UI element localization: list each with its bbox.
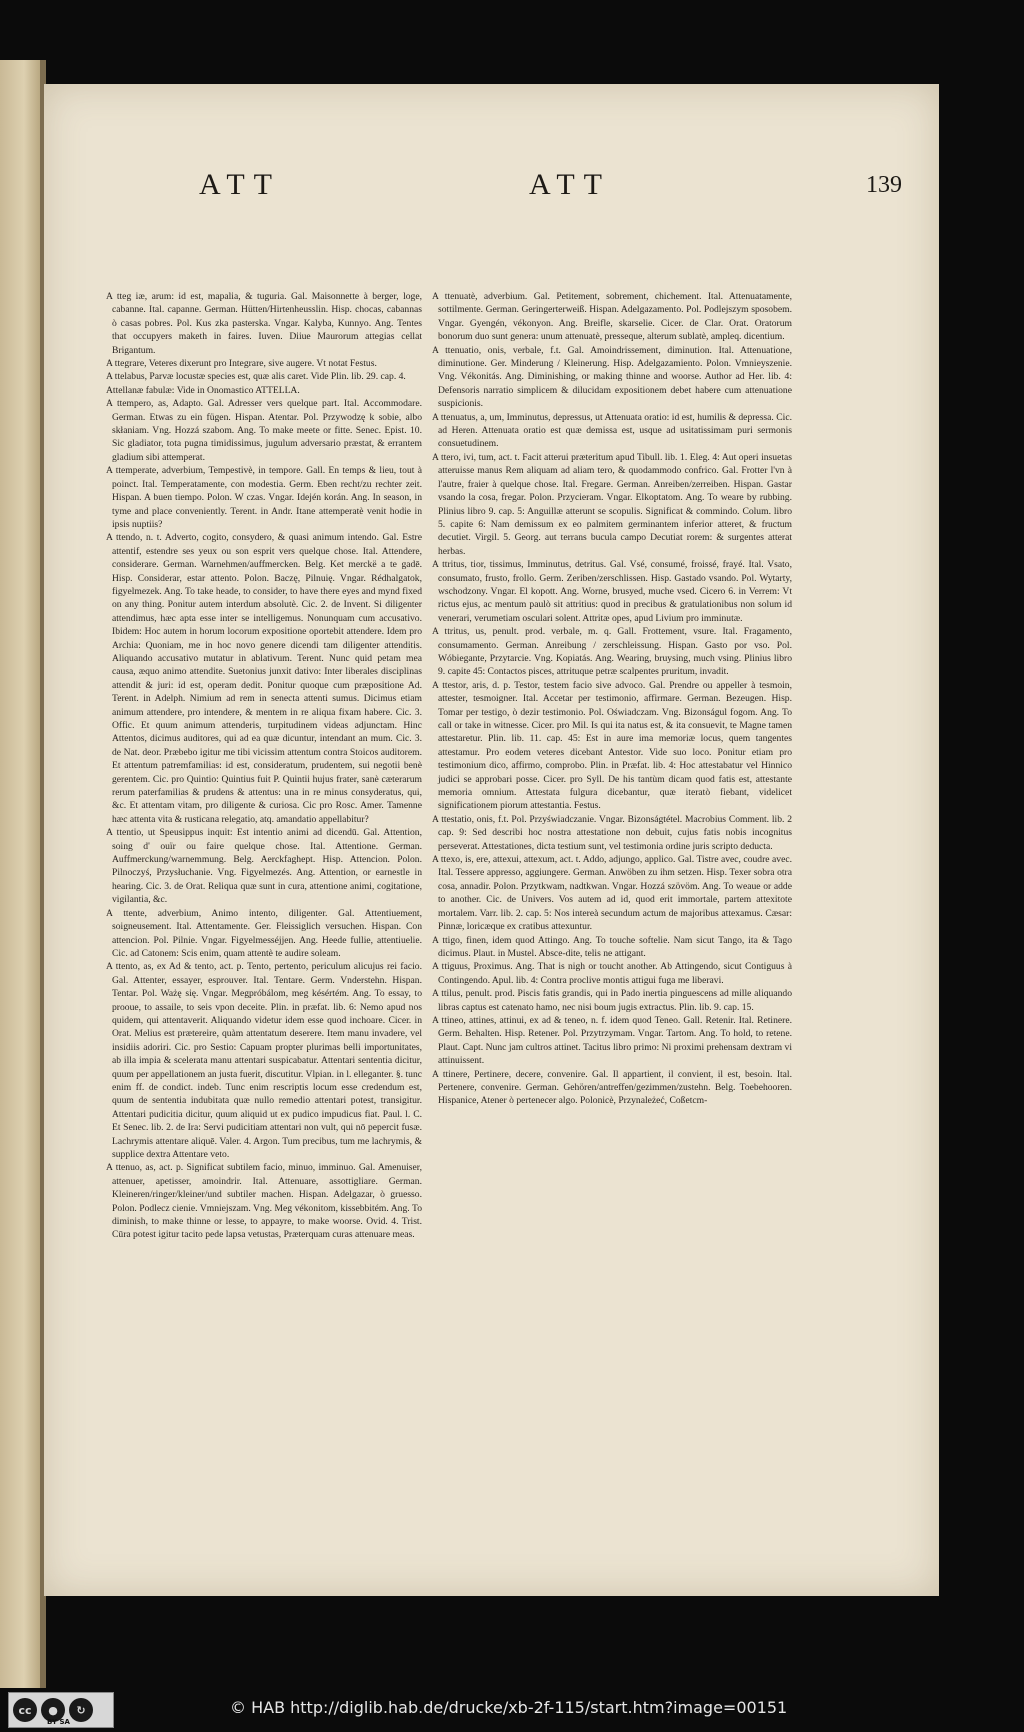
dictionary-entry: A ttelabus, Parvæ locustæ species est, quæ alis caret. Vide Plin. lib. 29. cap. 4. (106, 371, 406, 383)
source-url[interactable]: © HAB http://diglib.hab.de/drucke/xb-2f-115/start.htm?image=00151 (230, 1698, 788, 1717)
dictionary-entry: A ttento, as, ex Ad & tento, act. p. Tento, pertento, periculum alicujus rei facio. Gal. Attenter, essayer, esprouver. Ital. Tentare. Germ. Vnderstehn. Hispan. Tentar. Pol. Ważę się. Vngar. Megpróbálom, meg késértém. Ang. To essay, to prooue, to assaile, to seis vpon deceite. Plin. in præfat. lib. 6: Nemo apud nos quidem, qui attentaverit. Aliquando videtur idem esse quod inchoare. Cicer. in Orat. Melius est prætereire, quàm attentatum deserere. Item manu invadere, vel insidiis adoriri. Cic. pro Sestio: Capuam propter plurimas belli importunitates, ab illa impia & scelerata manu attentari suspicabatur. Attentari sententia dicitur, quum per appellationem an justa fuerit, discutitur. Vlpian. in l. elleganter. §. tunc enim ff. de condict. indeb. Tunc enim rescriptis locum esse credendum est, quum de sententia indubitata quæ nullo remedio attentari potest, transigitur. Attentari pudicitia dicitur, quum aliquid ut ex pudico impudicus fiat. Paul. l. C. Et Senec. lib. 2. de Ira: Servi pudicitiam attentari non vult, qui nō pepercit fusæ. Lachrymis attentare aliquē. Valer. 4. Argon. Tum precibus, tum me lachrymis, & supplice dextra Attentare veto. (106, 961, 422, 1160)
dictionary-entry: A ttinere, Pertinere, decere, convenire. Gal. Il appartient, il convient, il est, besoin. Ital. Pertenere, convenire. German. Gehören/antreffen/gezimmen/zustehn. Belg. Toebehooren. Hispanice, Atener ò pertenecer algo. Polonicè, Przynależeć, Coßetcm- (432, 1068, 792, 1107)
dictionary-entry: A ttilus, penult. prod. Piscis fatis grandis, qui in Pado inertia pinguescens ad mille aliquando libras captus est catenato hamo, nec nisi boum jugis extractus. Plin. lib. 9. cap. 15. (432, 988, 792, 1013)
dictionary-entry: A ttenuo, as, act. p. Significat subtilem facio, minuo, imminuo. Gal. Amenuiser, attenuer, apetisser, amoindrir. Ital. Attenuare, assottigliare. German. Kleineren/ringer/kleiner/und subtiler machen. Hispan. Adelgazar, ò gruesso. Polon. Podlecz cienie. Vmniejszam. Vng. Meg vékonitom, kissebbitém. Ang. To diminish, to make thinne or lesse, to appayre, to make woorse. Ovid. 4. Trist. Cūra potest igitur tacito pede lapsa vetustas, Præterquam curas attenuare meas. (106, 1162, 422, 1241)
dictionary-entry: A ttemperate, adverbium, Tempestivè, in tempore. Gall. En temps & lieu, tout à poinct. Ital. Temperatamente, con modestia. Germ. Eben recht/zu rechter zeit. Hispan. A buen tiempo. Polon. W czas. Vngar. Idején korán. Ang. In season, in tyme and place conveniently. Terent. in Andr. Itane attemperatè venit hodie in ipsis nuptiis? (106, 465, 422, 530)
running-head-right: ATT (529, 168, 611, 201)
license-label: BY SA (47, 1718, 70, 1726)
share-alike-icon: ↻ (69, 1698, 93, 1722)
left-text-column (106, 290, 422, 1242)
cc-license-badge[interactable] (8, 1692, 114, 1728)
dictionary-entry: A ttenuatè, adverbium. Gal. Petitement, sobrement, chichement. Ital. Attenuatamente, sottilmente. German. Geringerterweiß. Hispan. Adelgazamento. Pol. Podlejszym sposobem. Vngar. Gyengén, vékonyon. Ang. Breifle, skarselie. Cicer. de Clar. Orat. Oratorum bonorum duo sunt genera: unum attenuatè, presseque, alterum sublatè, ampleq. dicentium. (432, 291, 792, 343)
attribution-icon: ● (41, 1698, 65, 1722)
dictionary-entry: A ttenuatus, a, um, Imminutus, depressus, ut Attenuata oratio: id est, humilis & depressa. Cic. ad Heren. Attenuata oratio est quæ demissa est, usque ad usitatissimam puri sermonis consuetudinem. (432, 411, 792, 450)
book-page (44, 84, 939, 1596)
dictionary-entry: Attellanæ fabulæ: Vide in Onomastico ATTELLA. (106, 384, 300, 396)
dictionary-entry: A ttigo, finen, idem quod Attingo. Ang. To touche softelie. Nam sicut Tango, ita & Tago dicimus. Plaut. in Mustel. Absce-dite, telis ne attigant. (432, 934, 792, 959)
dictionary-entry: A ttritus, tior, tissimus, Imminutus, detritus. Gal. Vsé, consumé, froissé, frayé. Ital. Vsato, consumato, frusto, frollo. Germ. Zeriben/zerschlissen. Hisp. Gastado vsando. Pol. Wytarty, wschodzony. Vngar. El kopott. Ang. Worne, brusyed, muche vsed. Cicero 6. in Verrem: Vt rictus ejus, ac mentum paulò sit attritius: quod in precibus & gratulationibus non solum id venerari, verumetiam osculari solent. Attritæ opes, apud Livium pro imminutæ. (432, 559, 792, 624)
dictionary-entry: A ttiguus, Proximus. Ang. That is nigh or toucht another. Ab Attingendo, sicut Contiguus à Contingendo. Apul. lib. 4: Contra proclive montis attigui fuga me liberavi. (432, 961, 792, 986)
dictionary-entry: A ttentio, ut Speusippus inquit: Est intentio animi ad dicendū. Gal. Attention, soing d' ouïr ou faire quelque chose. Ital. Attentione. German. Auffmerckung/warnemmung. Belg. Aerckfaghept. Hisp. Attencion. Polon. Pilnoczyś, Przysłuchanie. Vng. Figyelmezés. Ang. Attention, or earnestle in hearing. Cic. 3. de Orat. Reliqua quæ sunt in cura, attentione animi, cogitatione, vigilantia, &c. (106, 827, 422, 906)
adjacent-page-edge (0, 60, 40, 1700)
dictionary-entry: A ttritus, us, penult. prod. verbale, m. q. Gall. Frottement, vsure. Ital. Fragamento, consumamento. German. Anreibung / zerschleissung. Hispan. Gasto por vso. Pol. Wóbiegante, Przytarcie. Vng. Kopiatás. Ang. Wearing, bruysing, much vsing. Plinius libro 9. capite 45: Contactos pisces, attrituque petræ scalpentes pruritum, invadit. (432, 626, 792, 678)
dictionary-entry: A ttero, ivi, tum, act. t. Facit atterui præteritum apud Tibull. lib. 1. Eleg. 4: Aut operi insuetas atteruisse manus Rem aliquam ad aliam tero, & quodammodo confrico. Gal. Frotter l'vn à l'autre, fraier à quelque chose. Ital. Fregare. German. Anreiben/zerreiben. Hispan. Gastar vsando la cosa, fregar. Polon. Przycieram. Vngar. Elkoptatom. Ang. To weare by rubbing. Plinius libro 9. cap. 5: Anguillæ atterunt se scopulis. Significat & commindo. Colum. libro 5. capite 6: Nam demissum ex eo palmitem germinantem inferior atteret, & fructum decutiet. Virgil. 5. Georg. aut terrans bucula campo Decutiat rorem: & surgentes atterat herbas. (432, 451, 792, 557)
dictionary-entry: A ttegrare, Veteres dixerunt pro Integrare, sive augere. Vt notat Festus. (106, 358, 377, 370)
running-head-left: ATT (199, 168, 281, 201)
viewer-footer (0, 1688, 1024, 1732)
dictionary-entry: A ttempero, as, Adapto. Gal. Adresser vers quelque part. Ital. Accommodare. German. Etwas zu ein fügen. Hispan. Atentar. Pol. Przywodzę k sobie, albo skłaniam. Vng. Hozzá szabom. Ang. To make meete or fitte. Senec. Epist. 10. Sic gladiator, tota pugna timidissimus, jugulum adversario præstat, & errantem gladium sibi attemperat. (106, 398, 422, 463)
dictionary-entry: A tteg iæ, arum: id est, mapalia, & tuguria. Gal. Maisonnette à berger, loge, cabanne. Ital. capanne. German. Hütten/Hirtenheusslin. Hisp. chocas, cabannas ò casas pobres. Pol. Kus zka pasterska. Vngar. Kalyba, Kunnyo. Ang. Tentes that occupyers maketh in faires. Iuven. Diiue Maurorum attegias cellat Brigantum. (106, 291, 422, 356)
dictionary-entry: A ttente, adverbium, Animo intento, diligenter. Gal. Attentiuement, soigneusement. Ital. Attentamente. Ger. Fleissiglich versuchen. Hispan. Con attencion. Pol. Pilnie. Vngar. Figyelmesséjjen. Ang. Heede fullie, attentiuelie. Cic. ad Catonem: Scis enim, quam attentè te audire soleam. (106, 907, 422, 959)
dictionary-entry: A ttexo, is, ere, attexui, attexum, act. t. Addo, adjungo, applico. Gal. Tistre avec, coudre avec. Ital. Tessere appresso, aggiungere. German. Anwöben zu ihm setzen. Hisp. Texer sobra otra cosa, annadir. Polon. Przytkwam, nadtkwan. Vngar. Hozzá szövöm. Ang. To weaue or adde to another. Cic. de Univers. Vos autem ad id, quod erit immortale, partem attexitote mortalem. Varr. lib. 2. cap. 5: Nos intereà secundum actum de majoribus attexamus. Cæsar: Pinnæ, loricæque ex cratibus attexuntur. (432, 854, 792, 933)
creative-commons-icon: cc (13, 1698, 37, 1722)
dictionary-entry: A ttenuatio, onis, verbale, f.t. Gal. Amoindrissement, diminution. Ital. Attenuatione, diminutione. Ger. Minderung / Kleinerung. Hisp. Adelgazamiento. Polon. Vmnieyszenie. Vng. Vékonitás. Ang. Diminishing, or making thinne and woorse. Author ad Her. lib. 4: Defensoris narratio simplicem & dilucidam expositionem debet habere cum attenuatione suspicionis. (432, 344, 792, 410)
dictionary-entry: A ttineo, attines, attinui, ex ad & teneo, n. f. idem quod Teneo. Gall. Retenir. Ital. Retinere. Germ. Behalten. Hisp. Retener. Pol. Przytrzymam. Vngar. Tartom. Ang. To hold, to retene. Plaut. Capt. Nunc jam cultros attinet. Tacitus libro primo: Ni proximi prehensam dextram vi attinuissent. (432, 1014, 792, 1067)
right-text-column (432, 290, 792, 1108)
page-number: 139 (866, 172, 902, 198)
dictionary-entry: A ttestatio, onis, f.t. Pol. Przyświadczanie. Vngar. Bizonságtétel. Macrobius Comment. lib. 2 cap. 9: Sed describi hoc nostra attestatione non debuit, cujus fatis nobis incognitus perseverat. Attestationes, dicta testium sunt, vel testimonia ordine juris scripto deducta. (432, 813, 792, 852)
dictionary-entry: A ttendo, n. t. Adverto, cogito, consydero, & quasi animum intendo. Gal. Estre attentif, estendre ses yeux ou son esprit vers quelque chose. Ital. Attendere, considerare. German. Warnehmen/auffmercken. Belg. Ket merckë a te gadē. Hisp. Considerar, estar attento. Polon. Baczę, Pilnuię. Vngar. Rédhalgatok, figyelmezek. Ang. To take heade, to consider, to have there eyes and mynd fixed on any thing. Ponitur autem interdum absolutè. Cic. 2. de Invent. Si diligenter attendimus, hæc apta esse inter se intelligemus. Nonunquam cum accusativo. Ibidem: Hoc autem in horum locorum expositione oportebit attendere. Idem pro Archia: Quoniam, me in hoc novo genere dicendi tam diligenter attenditis. Aliquando accusativo mutatur in ablativum. Terent. Nunc quid petam mea causa, æquo animo attendite. Suetonius junxit dativo: Inter liberales disciplinas attendit & juri: id est, operam dedit. Ponitur quoque cum præpositione Ad. Terent. in Adelph. Nimium ad rem in senecta attenti sumus. Dicimus etiam animum attendere, pro intendere, & mentem in re aliqua fixam habere. Cic. 3. Offic. Et quum animum attenderis, turpitudinem videas adjunctam. Hinc Attentos, dicimus auditores, qui ad ea quæ dicuntur, intendant an mum. Cic. 3. de Nat. deor. Præbebo igitur me tibi vicissim attentum contra Stoicos auditorem. Et attentum patremfamilias: id est, consideratum, prudentem, sui negotii benè gerentem. Cic. pro Quintio: Quintius fuit P. Quintii hujus frater, sanè cæterarum rerum paterfamilias & prudens & attentus: una in re minus consyderatus, qui, &c. Et attentam vitam, pro diligente & curiosa. Cic pro Rosc. Amer. Tamenne hæc attenta vita & rusticana relegatio, atq. amandatio appellabitur? (106, 532, 422, 825)
dictionary-entry: A ttestor, aris, d. p. Testor, testem facio sive advoco. Gal. Prendre ou appeller à tesmoin, attester, tesmoigner. Ital. Accetar per testimonio, affirmare. German. Bezeugen. Hisp. Tomar per testigo, ò dezir testimonio. Pol. Oświadczam. Vng. Bizonságul fogom. Ang. To call or take in witnesse. Cicer. pro Mil. Is qui ita natus est, & ita consuevit, te Magne tamen attestaretur. Plin. lib. 11. cap. 45: Est in aure ima memoriæ locus, quem tangentes attestamur. Pro eodem veteres dicebant Antestor. Vide suo loco. Ponitur etiam pro testimonium dico, affirmo, comprobo. Plin. in Præfat. lib. 4: Hoc attestabatur vel Hinnico judici se approbari posse. Cicer. pro Syll. De his tantùm dicam quod fatis est, attestante memoria omnium. Attestata fulgura dicebantur, quæ iteratò fiebant, videlicet significationem piorum attestantia. Festus. (432, 679, 792, 812)
